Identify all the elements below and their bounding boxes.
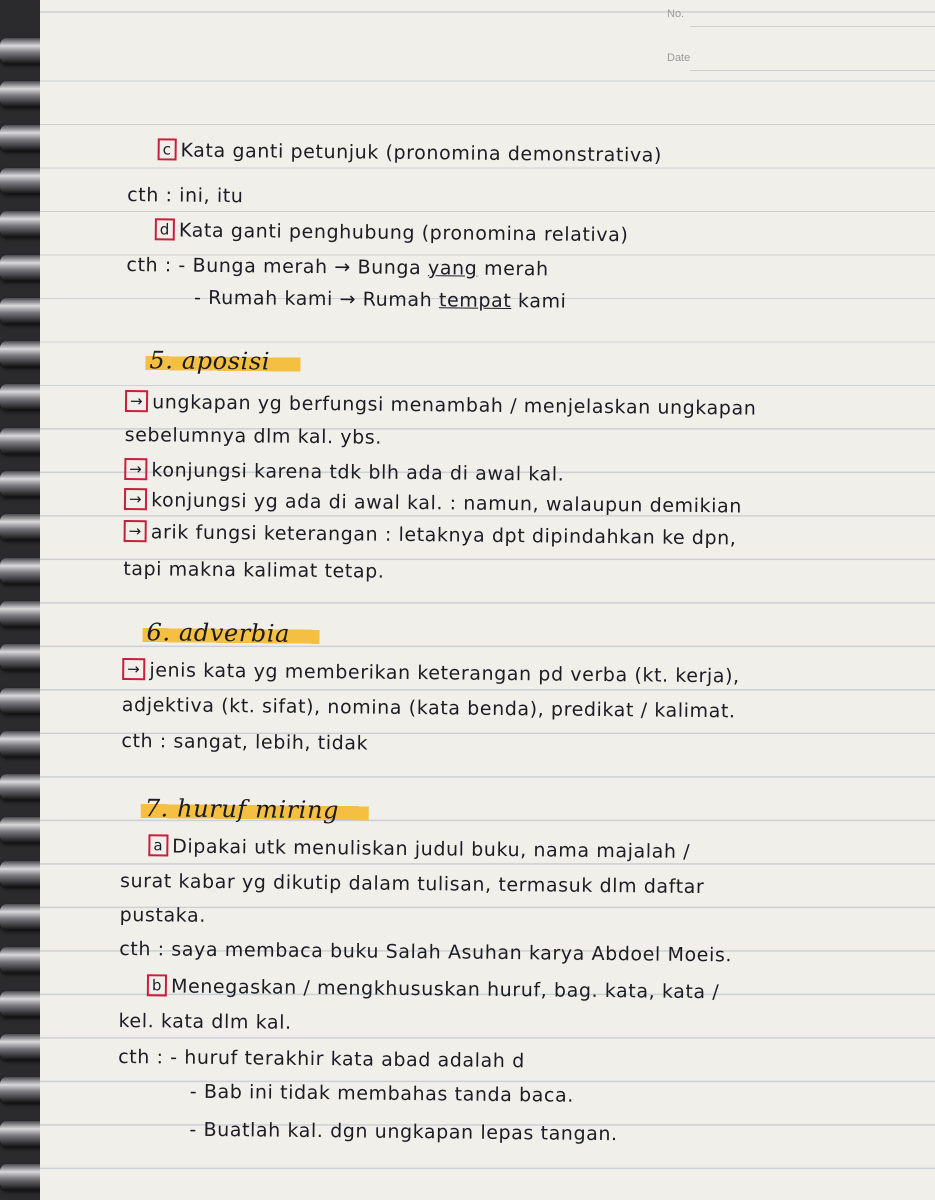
no-field-label: No. (667, 8, 685, 20)
note-line-adverbia-1b: adjektiva (kt. sifat), nomina (kata benda), predikat / kalimat. (121, 693, 736, 723)
arrow-marker-box: → (122, 658, 145, 680)
date-field-line (690, 70, 935, 71)
note-line-miring-a-example: cth : saya membaca buku Salah Asuhan karya Abdoel Moeis. (119, 937, 733, 967)
note-line-miring-a3: pustaka. (119, 903, 207, 927)
note-line-aposisi-4a: → arik fungsi keterangan : letaknya dpt dipindahkan ke dpn, (124, 520, 737, 549)
heading-adverbia: 6. adverbia (142, 618, 320, 648)
arrow-marker-box: → (124, 488, 147, 510)
no-field-line (690, 26, 935, 27)
note-line-d-example-2: - Rumah kami → Rumah tempat kami (194, 286, 567, 313)
heading-aposisi: 5. aposisi (145, 346, 300, 376)
note-line-aposisi-3: → konjungsi yg ada di awal kal. : namun, walaupun demikian (124, 488, 742, 517)
note-line-c-title: c Kata ganti petunjuk (pronomina demonstrativa) (158, 138, 663, 166)
note-line-miring-a2: surat kabar yg dikutip dalam tulisan, termasuk dlm daftar (119, 869, 705, 899)
note-line-d-title: d Kata ganti penghubung (pronomina relativa) (155, 218, 629, 246)
arrow-marker-box: → (125, 390, 148, 412)
note-line-miring-b-example-3: - Buatlah kal. dgn ungkapan lepas tangan. (189, 1118, 618, 1146)
underlined-word: yang (427, 257, 478, 280)
note-line-aposisi-4b: tapi makna kalimat tetap. (123, 557, 385, 583)
note-line-d-example-1: cth : - Bunga merah → Bunga yang merah (126, 253, 549, 281)
note-line-miring-b-example-1: cth : - huruf terakhir kata abad adalah d (118, 1045, 525, 1073)
note-line-c-example: cth : ini, itu (127, 183, 244, 208)
note-line-miring-b2: kel. kata dlm kal. (118, 1009, 292, 1034)
underlined-word: tempat (438, 289, 512, 313)
note-line-miring-b1: b Menegaskan / mengkhususkan huruf, bag. kata, kata / (147, 974, 720, 1003)
note-line-aposisi-1b: sebelumnya dlm kal. ybs. (124, 423, 383, 449)
heading-huruf-miring: 7. huruf miring (141, 794, 370, 824)
marker-box: c (158, 138, 177, 160)
note-line-adverbia-example: cth : sangat, lebih, tidak (121, 729, 369, 755)
arrow-marker-box: → (124, 458, 147, 480)
note-line-aposisi-1a: → ungkapan yg berfungsi menambah / menjelaskan ungkapan (125, 390, 757, 420)
note-line-miring-b-example-2: - Bab ini tidak membahas tanda baca. (189, 1080, 575, 1107)
date-field-label: Date (667, 52, 691, 64)
arrow-marker-box: → (124, 520, 147, 542)
note-line-miring-a1: a Dipakai utk menuliskan judul buku, nama majalah / (148, 834, 690, 863)
note-line-adverbia-1a: → jenis kata yg memberikan keterangan pd verba (kt. kerja), (122, 658, 740, 687)
marker-box: a (148, 834, 168, 856)
marker-box: d (155, 218, 175, 240)
marker-box: b (147, 974, 167, 996)
note-line-aposisi-2: → konjungsi karena tdk blh ada di awal kal. (124, 458, 564, 486)
